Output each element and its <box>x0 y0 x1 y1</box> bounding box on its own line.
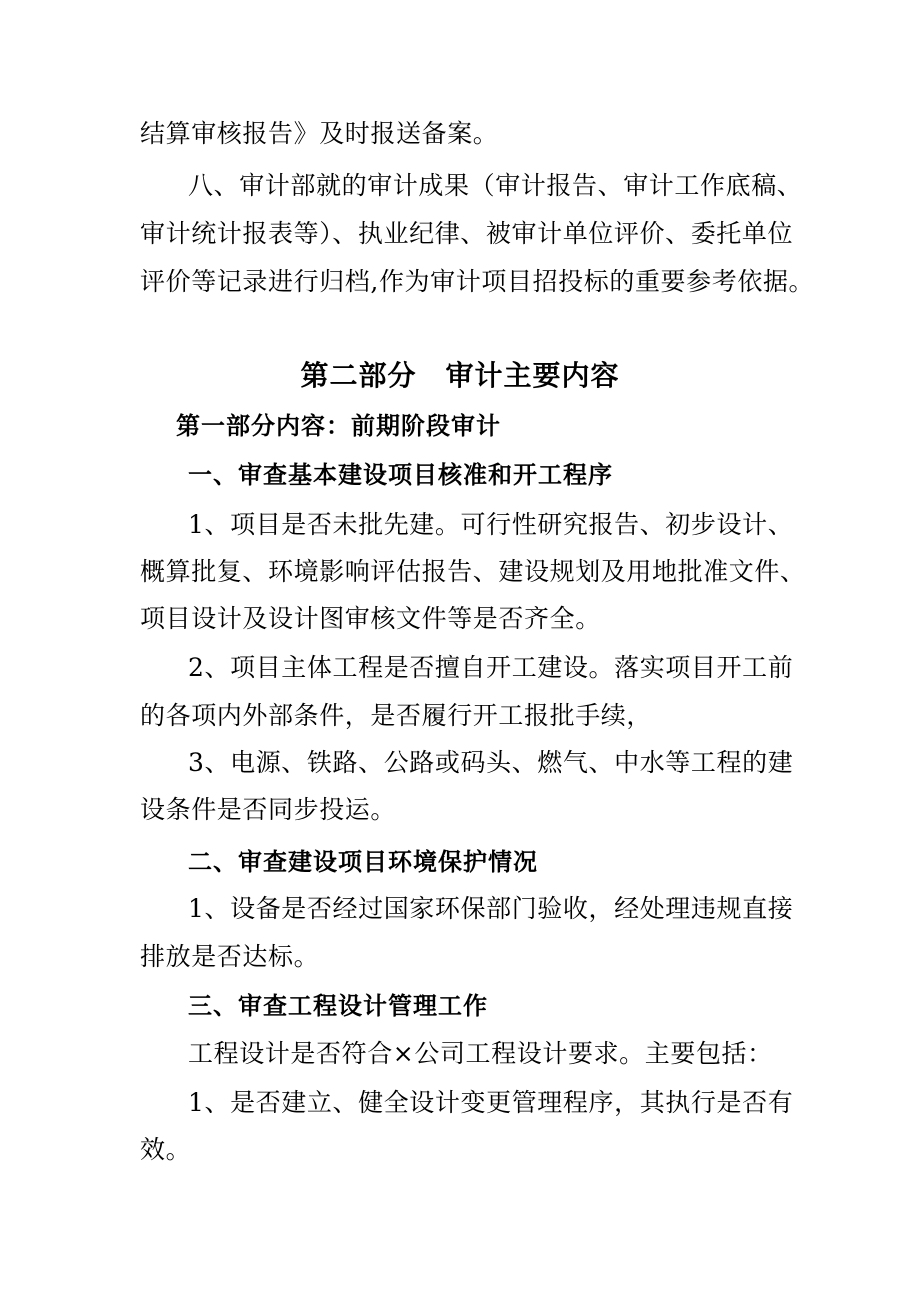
paragraph-line: 2、项目主体工程是否擅自开工建设。落实项目开工前 <box>188 653 794 682</box>
section-heading: 二、审查建设项目环境保护情况 <box>188 848 538 876</box>
paragraph-line: 八、审计部就的审计成果（审计报告、审计工作底稿、 <box>188 171 803 200</box>
paragraph-line: 项目设计及设计图审核文件等是否齐全。 <box>140 604 601 633</box>
paragraph-line: 的各项内外部条件，是否履行开工报批手续， <box>140 701 653 730</box>
paragraph-line: 排放是否达标。 <box>140 942 320 971</box>
section-heading: 三、审查工程设计管理工作 <box>188 992 488 1020</box>
section-heading: 一、审查基本建设项目核准和开工程序 <box>188 461 613 489</box>
paragraph-line: 效。 <box>140 1135 192 1164</box>
section-title: 第二部分 审计主要内容 <box>300 359 620 392</box>
paragraph-line: 1、项目是否未批先建。可行性研究报告、初步设计、 <box>188 510 794 539</box>
paragraph-line: 结算审核报告》及时报送备案。 <box>140 119 499 148</box>
paragraph-line: 1、设备是否经过国家环保部门验收，经处理违规直接 <box>188 894 794 923</box>
paragraph-line: 审计统计报表等）、执业纪律、被审计单位评价、委托单位 <box>140 219 794 248</box>
subsection-title: 第一部分内容：前期阶段审计 <box>176 412 501 440</box>
paragraph-line: 评价等记录进行归档,作为审计项目招投标的重要参考依据。 <box>140 267 815 296</box>
paragraph-line: 工程设计是否符合×公司工程设计要求。主要包括： <box>188 1039 773 1068</box>
paragraph-line: 设条件是否同步投运。 <box>140 795 397 824</box>
paragraph-line: 3、电源、铁路、公路或码头、燃气、中水等工程的建 <box>188 748 794 777</box>
paragraph-line: 1、是否建立、健全设计变更管理程序，其执行是否有 <box>188 1088 794 1117</box>
paragraph-line: 概算批复、环境影响评估报告、建设规划及用地批准文件、 <box>140 557 806 586</box>
